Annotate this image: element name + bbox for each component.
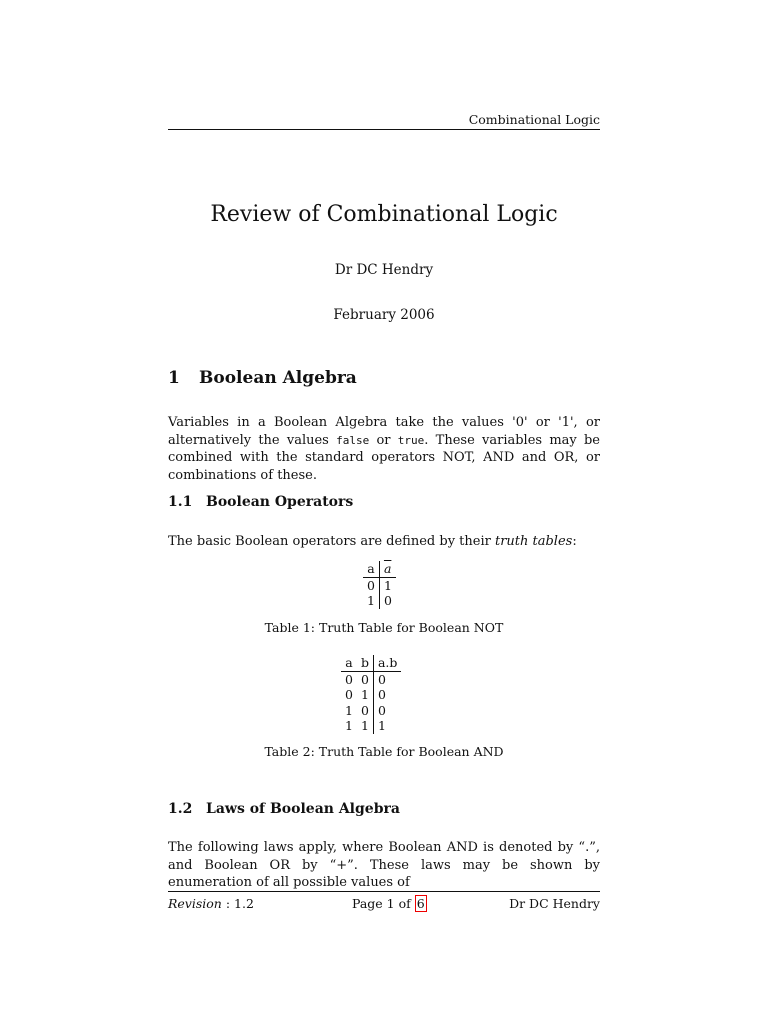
section-1-2-heading xyxy=(168,801,400,817)
footer-author: Dr DC Hendry xyxy=(509,896,600,911)
section-number: 1.2 xyxy=(168,801,193,817)
table-row xyxy=(341,687,401,703)
section-1-1-paragraph xyxy=(168,533,600,551)
table-cell: 0 xyxy=(345,671,353,687)
section-title: Boolean Operators xyxy=(206,494,354,510)
section-number: 1.1 xyxy=(168,494,193,510)
table-header-cell: a xyxy=(341,655,357,671)
table-header-row xyxy=(363,561,396,577)
code-true: true xyxy=(397,433,425,447)
section-title: Boolean Algebra xyxy=(199,368,357,388)
section-title: Laws of Boolean Algebra xyxy=(206,801,400,817)
revision-label: Revision xyxy=(168,896,222,911)
table-cell: 0 xyxy=(373,687,401,703)
truth-table-not xyxy=(363,561,396,609)
page-total-link[interactable]: 6 xyxy=(416,896,425,911)
table-cell: 1 xyxy=(373,718,401,734)
table-cell: 0 xyxy=(379,593,395,609)
page-prefix: Page 1 of xyxy=(352,896,415,911)
table-row xyxy=(341,671,401,687)
table-row xyxy=(341,703,401,719)
footer-revision xyxy=(168,896,254,911)
document-author: Dr DC Hendry xyxy=(334,262,434,278)
table-header-cell: b xyxy=(357,655,374,671)
table-cell: 0 xyxy=(345,687,353,702)
section-1-heading xyxy=(168,368,357,388)
document-title: Review of Combinational Logic xyxy=(210,202,558,227)
section-1-2-paragraph: The following laws apply, where Boolean AND is denoted by “.”, and Boolean OR by “+”. These laws may be shown by enumeration of all possible values of xyxy=(168,840,600,891)
section-1-paragraph xyxy=(168,414,600,484)
code-false: false xyxy=(336,433,370,447)
table-cell: 0 xyxy=(360,671,369,687)
table-cell: 1 xyxy=(367,593,375,608)
table-header-cell: a.b xyxy=(373,655,401,671)
text-run: The basic Boolean operators are defined by their xyxy=(168,534,495,549)
text-run: Variables in a Boolean Algebra take the values '0' or '1', or alternatively the values xyxy=(168,415,600,448)
table-header-cell xyxy=(379,561,395,577)
revision-value: : 1.2 xyxy=(221,896,254,911)
document-date: February 2006 xyxy=(333,307,435,323)
table-row xyxy=(341,718,401,734)
negated-variable: $\overline{a}$ xyxy=(383,561,392,576)
footer-page-number xyxy=(352,896,427,911)
running-header: Combinational Logic xyxy=(468,112,600,127)
table-2-caption: Table 2: Truth Table for Boolean AND xyxy=(264,744,504,759)
table-cell: 1 xyxy=(360,687,369,702)
truth-table-and xyxy=(341,655,401,734)
table-header-row xyxy=(341,655,401,671)
footer-rule xyxy=(168,891,600,892)
table-header-cell: a xyxy=(363,561,379,577)
text-run: : xyxy=(572,534,577,549)
table-cell: 0 xyxy=(360,702,369,718)
table-cell: 0 xyxy=(373,703,401,719)
table-1-caption: Table 1: Truth Table for Boolean NOT xyxy=(264,620,504,635)
section-number: 1 xyxy=(168,368,180,388)
text-run: or xyxy=(369,432,398,448)
table-cell: 0 xyxy=(367,577,375,593)
section-1-1-heading xyxy=(168,494,353,510)
table-cell: 1 xyxy=(360,718,369,733)
table-cell: 0 xyxy=(373,671,401,687)
table-cell: 1 xyxy=(345,718,353,733)
table-row xyxy=(363,577,396,593)
text-run: . These variables may be combined with the standard operators NOT, AND and OR, or combinations of these. xyxy=(168,432,601,483)
italic-text: truth tables xyxy=(494,534,573,549)
table-cell: 1 xyxy=(379,577,395,593)
header-rule xyxy=(168,129,600,130)
table-row xyxy=(363,593,396,609)
table-cell: 1 xyxy=(345,702,353,718)
